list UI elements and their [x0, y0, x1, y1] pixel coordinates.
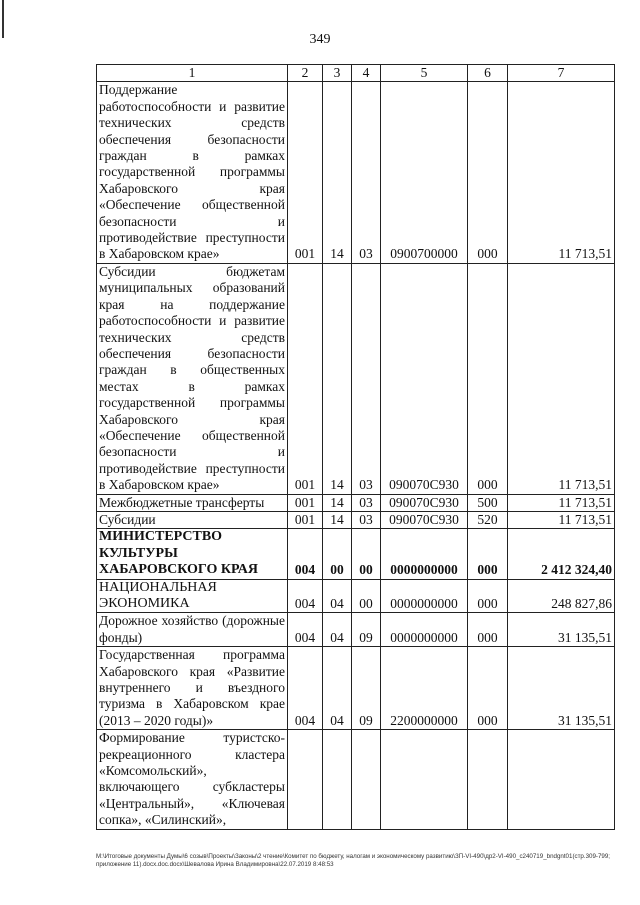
row-ministry-code: 004 [288, 613, 323, 647]
table-row-ministry [97, 529, 615, 579]
row-subsection-code: 03 [352, 263, 381, 494]
budget-table [96, 64, 615, 830]
header-cell: 3 [323, 65, 352, 82]
table-row [97, 647, 615, 730]
row-section-code: 14 [323, 82, 352, 263]
row-subsection-code: 00 [352, 529, 381, 579]
row-target-article: 090070С930 [381, 494, 468, 511]
row-subsection-code: 09 [352, 647, 381, 730]
header-cell: 4 [352, 65, 381, 82]
row-expense-type: 500 [468, 494, 508, 511]
row-name: Поддержание работоспособности и развитие технических средств обеспечения безопасности граждан в рамках государственной программы Хабаровского края «Обеспечение общественной безопасности и противодействие преступности в Хабаровском крае» [97, 82, 288, 263]
row-expense-type: 000 [468, 82, 508, 263]
row-expense-type: 520 [468, 511, 508, 528]
row-name: МИНИСТЕРСТВО КУЛЬТУРЫ ХАБАРОВСКОГО КРАЯ [97, 529, 288, 579]
document-path-footer: M:\Итоговые документы Думы\6 созыв\Проекты\Законы\2 чтение\Комитет по бюджету, налогам и экономическому развитию\ЗП-VI-490\др2-VI-490_с240719_bndgnt01(стр.309-799; приложение 11).docx.doc.docx\Шевалова Ирина Владимировна\22.07.2019 8:48:53 [96, 853, 611, 868]
row-ministry-code: 004 [288, 647, 323, 730]
row-section-code: 14 [323, 494, 352, 511]
row-ministry-code: 004 [288, 529, 323, 579]
row-expense-type: 000 [468, 263, 508, 494]
row-subsection-code: 03 [352, 82, 381, 263]
row-ministry-code [288, 730, 323, 829]
row-subsection-code: 00 [352, 579, 381, 613]
row-target-article: 0000000000 [381, 529, 468, 579]
row-section-code: 04 [323, 613, 352, 647]
row-amount [508, 730, 615, 829]
table-row [97, 82, 615, 263]
row-name: Государственная программа Хабаровского края «Развитие внутреннего и въездного туризма в Хабаровском крае (2013 – 2020 годы)» [97, 647, 288, 730]
row-name: Субсидии [97, 511, 288, 528]
header-cell: 1 [97, 65, 288, 82]
row-ministry-code: 001 [288, 263, 323, 494]
row-amount: 2 412 324,40 [508, 529, 615, 579]
row-target-article: 0900700000 [381, 82, 468, 263]
row-subsection-code [352, 730, 381, 829]
header-cell: 6 [468, 65, 508, 82]
table-row [97, 494, 615, 511]
row-section-code [323, 730, 352, 829]
row-ministry-code: 001 [288, 82, 323, 263]
row-target-article: 2200000000 [381, 647, 468, 730]
table-row [97, 511, 615, 528]
header-cell: 5 [381, 65, 468, 82]
header-cell: 2 [288, 65, 323, 82]
row-amount: 31 135,51 [508, 647, 615, 730]
row-section-code: 14 [323, 511, 352, 528]
row-expense-type: 000 [468, 579, 508, 613]
row-amount: 11 713,51 [508, 511, 615, 528]
row-amount: 31 135,51 [508, 613, 615, 647]
row-name: Формирование туристско-рекреационного кластера «Комсомольский», включающего субкластеры «Центральный», «Ключевая сопка», «Силинский», [97, 730, 288, 829]
row-amount: 11 713,51 [508, 263, 615, 494]
row-expense-type: 000 [468, 613, 508, 647]
row-section-code: 04 [323, 579, 352, 613]
row-subsection-code: 09 [352, 613, 381, 647]
row-amount: 11 713,51 [508, 82, 615, 263]
row-section-code: 04 [323, 647, 352, 730]
row-target-article: 090070С930 [381, 263, 468, 494]
row-name: Дорожное хозяйство (дорожные фонды) [97, 613, 288, 647]
row-amount: 248 827,86 [508, 579, 615, 613]
row-expense-type [468, 730, 508, 829]
row-target-article: 090070С930 [381, 511, 468, 528]
row-subsection-code: 03 [352, 494, 381, 511]
row-subsection-code: 03 [352, 511, 381, 528]
row-target-article: 0000000000 [381, 579, 468, 613]
row-target-article [381, 730, 468, 829]
row-name: НАЦИОНАЛЬНАЯ ЭКОНОМИКА [97, 579, 288, 613]
page-number: 349 [309, 32, 331, 47]
row-section-code: 00 [323, 529, 352, 579]
row-expense-type: 000 [468, 647, 508, 730]
header-cell: 7 [508, 65, 615, 82]
row-ministry-code: 004 [288, 579, 323, 613]
row-ministry-code: 001 [288, 511, 323, 528]
table-row-section [97, 579, 615, 613]
table-row [97, 613, 615, 647]
row-section-code: 14 [323, 263, 352, 494]
row-name: Межбюджетные трансферты [97, 494, 288, 511]
table-header-row [97, 65, 615, 82]
row-amount: 11 713,51 [508, 494, 615, 511]
row-ministry-code: 001 [288, 494, 323, 511]
row-name: Субсидии бюджетам муниципальных образований края на поддержание работоспособности и развитие технических средств обеспечения безопасности граждан в общественных местах в рамках государственной программы Хабаровского края «Обеспечение общественной безопасности и противодействие преступности в Хабаровском крае» [97, 263, 288, 494]
row-expense-type: 000 [468, 529, 508, 579]
row-target-article: 0000000000 [381, 613, 468, 647]
table-row [97, 263, 615, 494]
table-row [97, 730, 615, 829]
